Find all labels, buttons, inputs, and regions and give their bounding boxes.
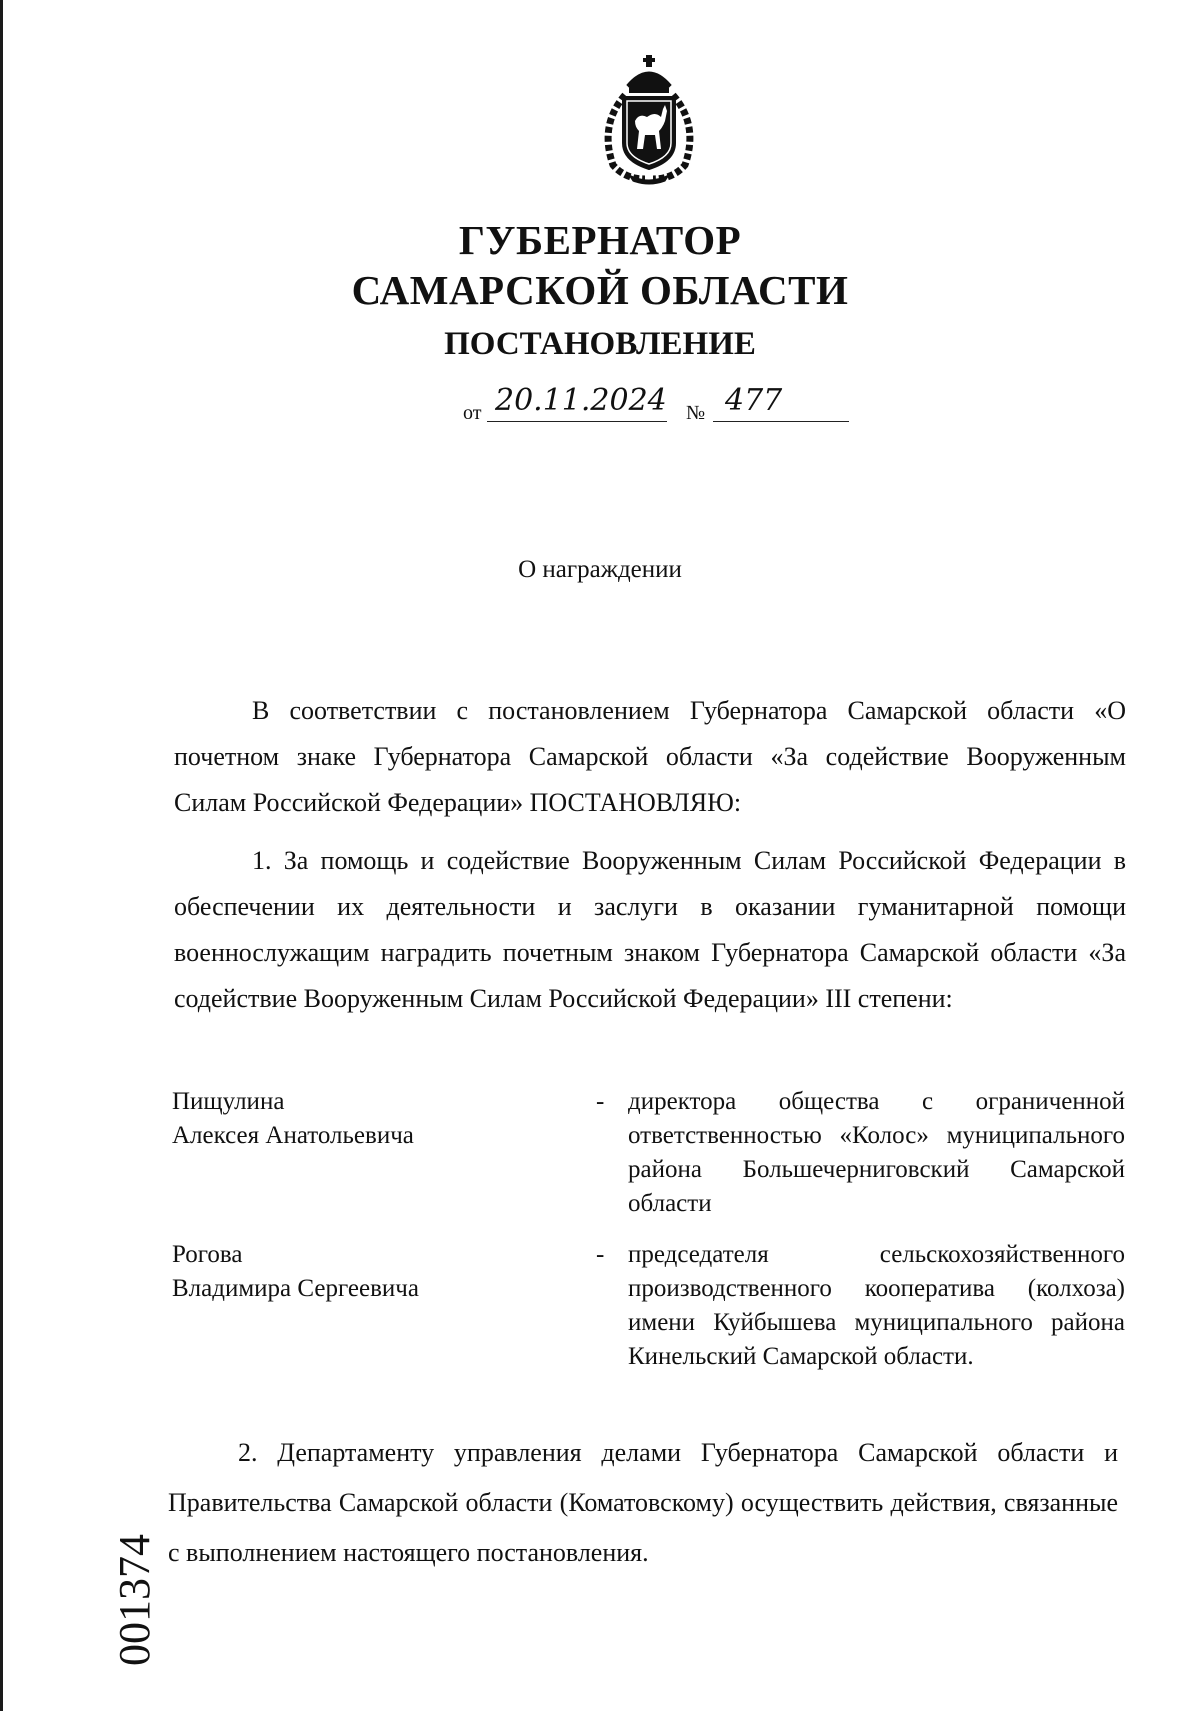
awardee-position: председателя сельскохозяйственного производственного кооператива (колхоза) имени Куйбышева муниципального района Кинельский Самарской области.	[628, 1241, 1125, 1370]
document-type: ПОСТАНОВЛЕНИЕ	[444, 326, 756, 362]
samara-coat-of-arms-icon	[585, 55, 713, 185]
date-label: от	[463, 402, 482, 424]
item-1-text: 1. За помощь и содействие Вооруженным Силам Российской Федерации в обеспечении их деятельности и заслуги в оказании гуманитарной помощи военнослужащим наградить почетным знаком Губернатора Самарской области «За содействие Вооруженным Силам Российской Федерации» III степени:	[174, 846, 1126, 1013]
subject-heading: О награждении	[518, 556, 682, 583]
date-handwritten: 20.11.2024	[495, 383, 667, 418]
item-1-paragraph	[174, 838, 1126, 1022]
awardee-position: директора общества с ограниченной ответственностью «Колос» муниципального района Большечерниговский Самарской области	[628, 1088, 1125, 1217]
number-underline	[713, 421, 849, 422]
intro-paragraph	[174, 688, 1126, 826]
date-underline	[487, 421, 667, 422]
awardee-given-names: Алексея Анатольевича	[172, 1122, 414, 1149]
serial-number-text: 001374	[110, 1534, 159, 1666]
number-handwritten: 477	[725, 383, 783, 418]
item-2-paragraph	[168, 1428, 1118, 1578]
awardee-name	[172, 1085, 572, 1153]
awardee-given-names: Владимира Сергеевича	[172, 1275, 419, 1302]
awardee-dash: -	[596, 1241, 605, 1268]
serial-number	[97, 1488, 171, 1668]
awardee-surname: Рогова	[172, 1241, 243, 1268]
awardee-surname: Пищулина	[172, 1088, 285, 1115]
issuer-title-line1: ГУБЕРНАТОР	[458, 217, 742, 263]
number-label: №	[686, 402, 706, 424]
item-2-text: 2. Департаменту управления делами Губернатора Самарской области и Правительства Самарской области (Коматовскому) осуществить действия, связанные с выполнением настоящего постановления.	[168, 1438, 1118, 1567]
awardee-dash: -	[596, 1088, 605, 1115]
issuer-title-line2: САМАРСКОЙ ОБЛАСТИ	[351, 267, 849, 313]
awardee-name	[172, 1238, 572, 1306]
intro-text: В соответствии с постановлением Губернатора Самарской области «О почетном знаке Губернатора Самарской области «За содействие Вооруженным Силам Российской Федерации» ПОСТАНОВЛЯЮ:	[174, 696, 1126, 817]
